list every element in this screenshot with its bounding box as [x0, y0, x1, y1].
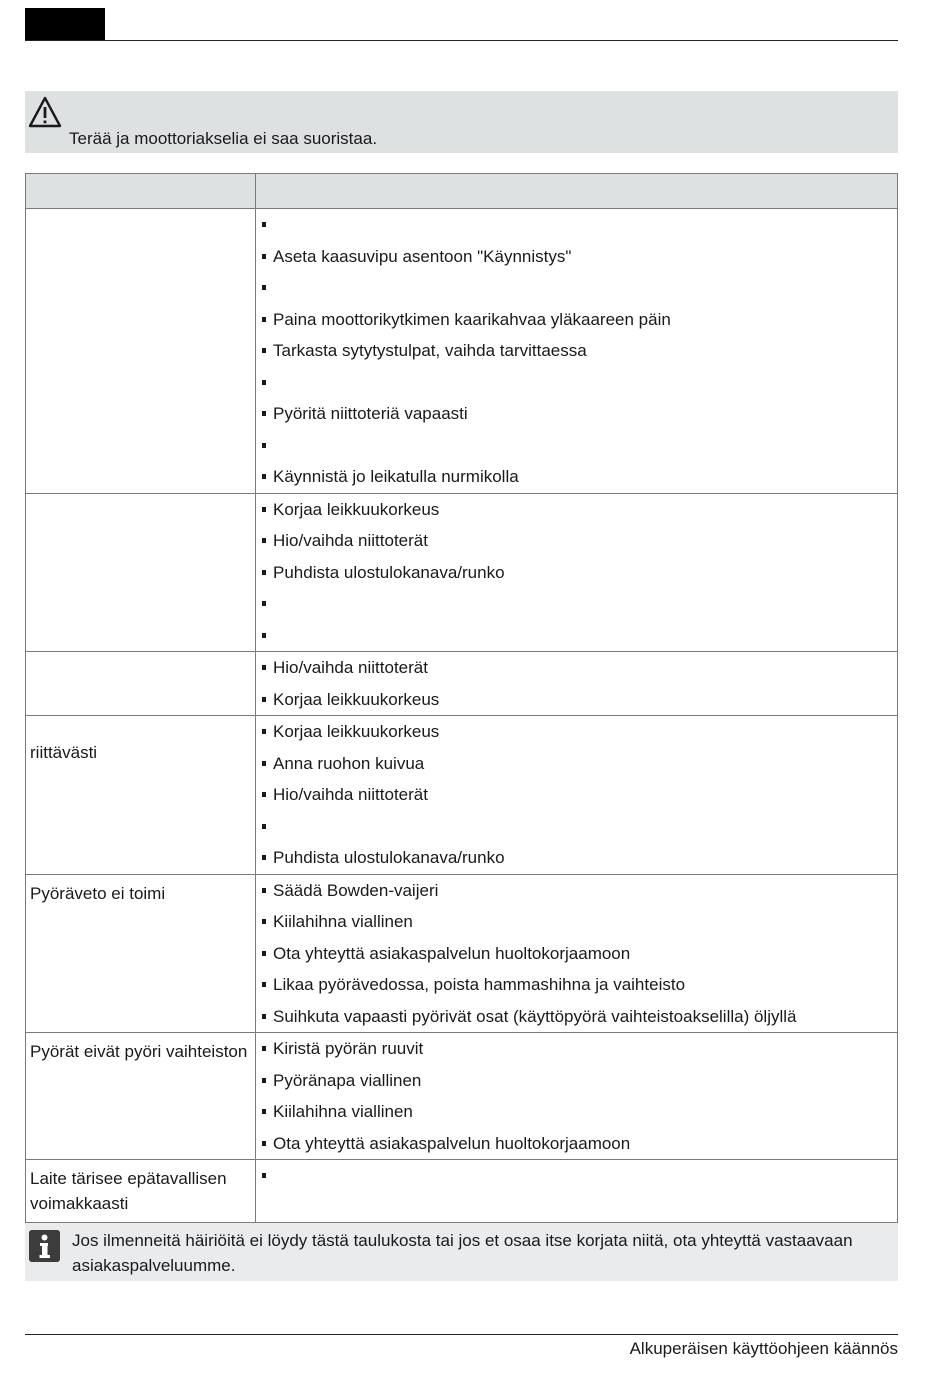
- cause-cell: [26, 716, 256, 875]
- remedy-item: [260, 588, 893, 620]
- remedy-item: Hio/vaihda niittoterät: [260, 525, 893, 557]
- remedy-item: [260, 620, 893, 652]
- remedy-cell: [256, 1033, 898, 1160]
- troubleshooting-table: [25, 173, 898, 1223]
- table-row: [26, 716, 898, 875]
- cause-cell: [26, 652, 256, 716]
- table-row: [26, 209, 898, 494]
- remedy-item: Kiilahihna viallinen: [260, 906, 893, 938]
- footer-text: Alkuperäisen käyttöohjeen käännös: [629, 1339, 898, 1358]
- info-text: Jos ilmenneitä häiriöitä ei löydy tästä taulukosta tai jos et osaa itse korjata niitä, ota yhteyttä vastaavaan asiakaspalveluumme.: [72, 1231, 853, 1275]
- warning-triangle-icon: [28, 96, 62, 128]
- bottom-divider: [25, 1334, 898, 1335]
- remedy-cell: [256, 1160, 898, 1223]
- remedy-item: Käynnistä jo leikatulla nurmikolla: [260, 461, 893, 493]
- remedy-item: Tarkasta sytytystulpat, vaihda tarvittaessa: [260, 335, 893, 367]
- remedy-item: Korjaa leikkuukorkeus: [260, 716, 893, 748]
- header-tab-block: [25, 8, 105, 40]
- remedy-item: Korjaa leikkuukorkeus: [260, 684, 893, 716]
- remedy-item: [260, 367, 893, 399]
- remedy-item: Säädä Bowden-vaijeri: [260, 875, 893, 907]
- remedy-cell: [256, 874, 898, 1033]
- remedy-cell: [256, 493, 898, 652]
- cause-text: riittävästi: [30, 743, 98, 762]
- remedy-item: Pyöritä niittoteriä vapaasti: [260, 398, 893, 430]
- warning-text: Terää ja moottoriakselia ei saa suoristaa.: [69, 129, 378, 148]
- table-header-row: [26, 174, 898, 209]
- top-divider: [25, 40, 898, 41]
- header-cell-remedy: [256, 174, 898, 209]
- remedy-item: Hio/vaihda niittoterät: [260, 779, 893, 811]
- warning-box: [25, 91, 898, 153]
- cause-cell: [26, 209, 256, 494]
- table-row: [26, 652, 898, 716]
- remedy-item: Aseta kaasuvipu asentoon "Käynnistys": [260, 241, 893, 273]
- remedy-item: Likaa pyörävedossa, poista hammashihna ja vaihteisto: [260, 969, 893, 1001]
- remedy-item: [260, 430, 893, 462]
- remedy-item: Paina moottorikytkimen kaarikahvaa yläkaareen päin: [260, 304, 893, 336]
- cause-cell: Pyöräveto ei toimi: [26, 874, 256, 1033]
- remedy-cell: [256, 652, 898, 716]
- cause-cell: Laite tärisee epätavallisen voimakkaasti: [26, 1160, 256, 1223]
- remedy-item: Kiilahihna viallinen: [260, 1096, 893, 1128]
- remedy-item: Ota yhteyttä asiakaspalvelun huoltokorjaamoon: [260, 938, 893, 970]
- remedy-item: [260, 1160, 893, 1192]
- table-row: [26, 874, 898, 1033]
- header-cell-problem: [26, 174, 256, 209]
- remedy-item: Pyöränapa viallinen: [260, 1065, 893, 1097]
- table-row: [26, 1033, 898, 1160]
- remedy-item: [260, 811, 893, 843]
- cause-cell: Pyörät eivät pyöri vaihteiston: [26, 1033, 256, 1160]
- info-box: [25, 1223, 898, 1281]
- remedy-item: Hio/vaihda niittoterät: [260, 652, 893, 684]
- remedy-cell: [256, 716, 898, 875]
- remedy-item: Puhdista ulostulokanava/runko: [260, 842, 893, 874]
- remedy-item: Puhdista ulostulokanava/runko: [260, 557, 893, 589]
- remedy-item: Ota yhteyttä asiakaspalvelun huoltokorjaamoon: [260, 1128, 893, 1160]
- remedy-item: Kiristä pyörän ruuvit: [260, 1033, 893, 1065]
- table-row: [26, 493, 898, 652]
- remedy-item: Anna ruohon kuivua: [260, 748, 893, 780]
- remedy-item: [260, 209, 893, 241]
- table-row: [26, 1160, 898, 1223]
- remedy-cell: [256, 209, 898, 494]
- cause-cell: [26, 493, 256, 652]
- remedy-item: [260, 272, 893, 304]
- info-icon: [29, 1230, 60, 1262]
- remedy-item: Suihkuta vapaasti pyörivät osat (käyttöpyörä vaihteistoakselilla) öljyllä: [260, 1001, 893, 1033]
- remedy-item: Korjaa leikkuukorkeus: [260, 494, 893, 526]
